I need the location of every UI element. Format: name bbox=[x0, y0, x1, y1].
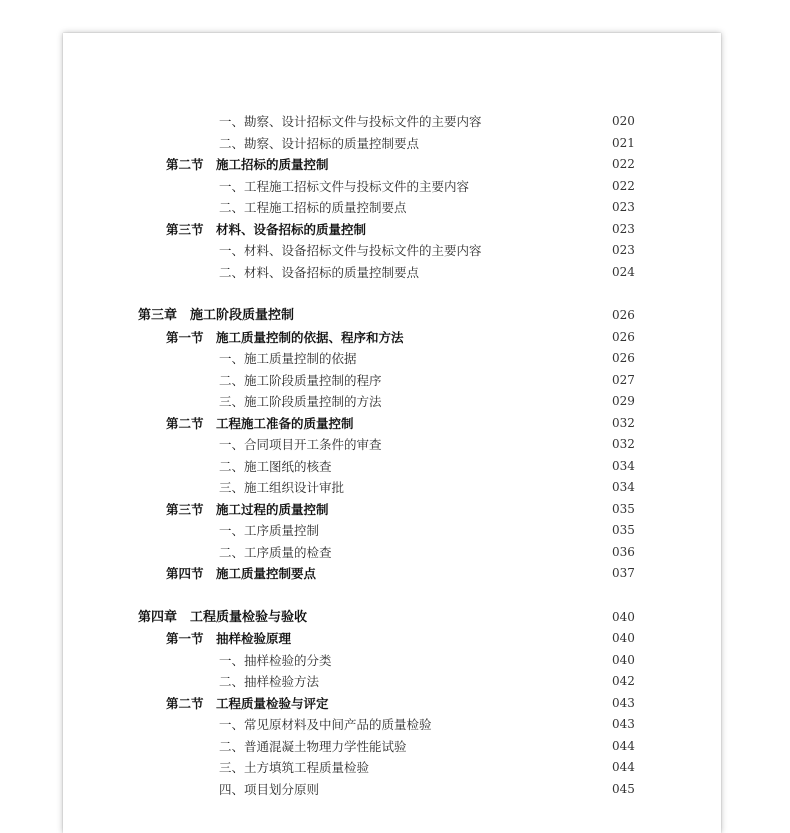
toc-item-title: 一、合同项目开工条件的审查 bbox=[219, 437, 382, 452]
toc-item-title: 一、常见原材料及中间产品的质量检验 bbox=[219, 717, 432, 732]
toc-page-number: 040 bbox=[612, 652, 635, 667]
toc-item-title: 三、施工组织设计审批 bbox=[219, 480, 345, 495]
toc-item-title: 一、工序质量控制 bbox=[219, 523, 320, 538]
toc-item-title: 二、抽样检验方法 bbox=[219, 674, 320, 689]
toc-section-row bbox=[0, 154, 790, 176]
toc-item-row bbox=[0, 714, 790, 736]
chapter-spacer bbox=[0, 585, 790, 607]
chapter-spacer bbox=[0, 283, 790, 305]
toc-section-title: 第三节 施工过程的质量控制 bbox=[166, 501, 329, 517]
toc-item-row bbox=[0, 477, 790, 499]
toc-section-title: 第二节 施工招标的质量控制 bbox=[166, 157, 329, 172]
toc-page-number: 042 bbox=[612, 674, 635, 688]
toc-item-row bbox=[0, 542, 790, 564]
toc-chapter-title: 第三章 施工阶段质量控制 bbox=[138, 308, 295, 323]
toc-section-title: 第一节 施工质量控制的依据、程序和方法 bbox=[166, 329, 404, 345]
toc-page-number: 024 bbox=[612, 264, 635, 279]
toc-chapter-title: 第四章 工程质量检验与验收 bbox=[138, 609, 308, 625]
toc-page-number: 045 bbox=[612, 781, 635, 796]
toc-page-number: 023 bbox=[612, 221, 635, 236]
toc-item-title: 一、勘察、设计招标文件与投标文件的主要内容 bbox=[219, 114, 482, 129]
toc-item-title: 三、施工阶段质量控制的方法 bbox=[219, 394, 382, 409]
toc-item-title: 一、材料、设备招标文件与投标文件的主要内容 bbox=[219, 243, 482, 258]
toc-page-number: 040 bbox=[612, 631, 635, 645]
toc-page-number: 026 bbox=[612, 351, 635, 365]
toc-page-number: 034 bbox=[612, 480, 635, 494]
toc-page-number: 032 bbox=[612, 415, 635, 430]
toc-page-number: 043 bbox=[612, 695, 635, 710]
toc-item-row bbox=[0, 111, 790, 133]
toc-item-title: 二、材料、设备招标的质量控制要点 bbox=[219, 264, 420, 280]
toc-item-title: 二、施工图纸的核查 bbox=[219, 458, 332, 474]
toc-section-title: 第四节 施工质量控制要点 bbox=[166, 566, 317, 581]
toc-page-number: 044 bbox=[612, 760, 635, 774]
toc-item-row bbox=[0, 176, 790, 198]
toc-section-row bbox=[0, 327, 790, 349]
toc-item-title: 二、施工阶段质量控制的程序 bbox=[219, 372, 382, 388]
toc-item-row bbox=[0, 736, 790, 758]
toc-section-title: 第一节 抽样检验原理 bbox=[166, 631, 292, 646]
toc-item-title: 一、抽样检验的分类 bbox=[219, 652, 332, 668]
toc-item-row bbox=[0, 370, 790, 392]
toc-section-row bbox=[0, 563, 790, 585]
toc-page-number: 035 bbox=[612, 523, 635, 537]
toc-item-title: 二、工序质量的检查 bbox=[219, 544, 332, 560]
toc-page-number: 026 bbox=[612, 308, 635, 322]
toc-item-title: 二、勘察、设计招标的质量控制要点 bbox=[219, 135, 420, 151]
toc-page-number: 044 bbox=[612, 738, 635, 753]
toc-item-row bbox=[0, 133, 790, 155]
toc-page-number: 023 bbox=[612, 200, 635, 214]
toc-item-row bbox=[0, 262, 790, 284]
toc-page-number: 036 bbox=[612, 544, 635, 559]
toc-item-title: 二、普通混凝土物理力学性能试验 bbox=[219, 738, 407, 754]
toc-chapter-row bbox=[0, 305, 790, 327]
toc-item-title: 四、项目划分原则 bbox=[219, 781, 320, 797]
toc-page-number: 029 bbox=[612, 394, 635, 408]
toc-section-title: 第二节 工程质量检验与评定 bbox=[166, 695, 329, 711]
toc-section-row bbox=[0, 413, 790, 435]
toc-item-row bbox=[0, 757, 790, 779]
toc-item-title: 一、施工质量控制的依据 bbox=[219, 351, 357, 366]
toc-page-number: 032 bbox=[612, 437, 635, 451]
toc-block-chapter-2-continued bbox=[0, 111, 790, 283]
toc-chapter-row bbox=[0, 607, 790, 629]
toc-page-number: 040 bbox=[612, 609, 635, 624]
toc-section-row bbox=[0, 499, 790, 521]
toc-item-row bbox=[0, 434, 790, 456]
toc-item-row bbox=[0, 197, 790, 219]
toc-page-number: 034 bbox=[612, 458, 635, 473]
toc-block-chapter-3 bbox=[0, 305, 790, 585]
toc-item-row bbox=[0, 391, 790, 413]
toc-page-number: 027 bbox=[612, 372, 635, 387]
toc-item-row bbox=[0, 671, 790, 693]
toc-section-title: 第三节 材料、设备招标的质量控制 bbox=[166, 221, 367, 237]
toc-page-number: 037 bbox=[612, 566, 635, 580]
toc-item-row bbox=[0, 240, 790, 262]
toc-section-row bbox=[0, 628, 790, 650]
toc-item-row bbox=[0, 456, 790, 478]
toc-item-title: 二、工程施工招标的质量控制要点 bbox=[219, 200, 407, 215]
toc-page-number: 021 bbox=[612, 135, 635, 150]
toc-page-number: 023 bbox=[612, 243, 635, 257]
toc-page-number: 020 bbox=[612, 114, 635, 128]
toc-section-row bbox=[0, 219, 790, 241]
toc-item-title: 一、工程施工招标文件与投标文件的主要内容 bbox=[219, 178, 470, 194]
toc-page-number: 043 bbox=[612, 717, 635, 731]
toc-block-chapter-4 bbox=[0, 607, 790, 801]
toc-item-row bbox=[0, 348, 790, 370]
toc-item-row bbox=[0, 520, 790, 542]
toc-page-number: 026 bbox=[612, 329, 635, 344]
toc-page-number: 022 bbox=[612, 157, 635, 171]
toc-item-title: 三、土方填筑工程质量检验 bbox=[219, 760, 370, 775]
toc-section-row bbox=[0, 693, 790, 715]
toc-item-row bbox=[0, 779, 790, 801]
toc-page-number: 022 bbox=[612, 178, 635, 193]
toc-section-title: 第二节 工程施工准备的质量控制 bbox=[166, 415, 354, 431]
toc-item-row bbox=[0, 650, 790, 672]
table-of-contents bbox=[0, 111, 790, 800]
toc-page-number: 035 bbox=[612, 501, 635, 516]
